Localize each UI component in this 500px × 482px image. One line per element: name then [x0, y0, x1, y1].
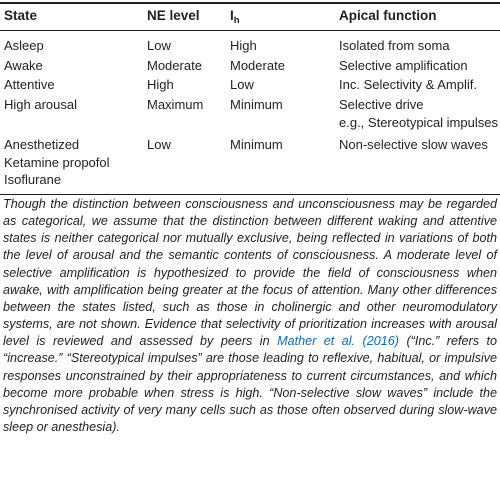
cell-state: Asleep: [4, 38, 44, 53]
cell-ih: Minimum: [230, 97, 283, 112]
header-apical-function: Apical function: [339, 8, 437, 23]
cell-ne-level: Moderate: [147, 58, 202, 73]
cell-ih: Moderate: [230, 58, 285, 73]
cell-ih: Low: [230, 77, 254, 92]
cell-apical-function: Isolated from soma: [339, 38, 450, 53]
cell-ne-level: High: [147, 77, 174, 92]
cell-ne-level: Low: [147, 38, 171, 53]
header-ne-level: NE level: [147, 8, 200, 23]
header-ih: [230, 8, 240, 24]
cell-state: High arousal: [4, 97, 77, 112]
citation-link[interactable]: Mather et al. (2016): [277, 334, 399, 349]
apical-function-line: e.g., Stereotypical impulses: [339, 114, 498, 130]
cell-apical-function: Selective amplification: [339, 58, 468, 73]
footnote-text: (“Inc.” refers to “increase.” “Stereotypical impulses” are those leading to reflexive, habitual, or impulsive responses unconstrained by their appropriateness to current circumstances, and which become more probable when stress is high. “Non-selective slow waves” include the synchronised activity of very many cells such as those often observed during slow-wave sleep or anesthesia).: [3, 334, 497, 435]
cell-apical-function: Inc. Selectivity & Amplif.: [339, 77, 477, 92]
state-line: Anesthetized: [4, 137, 80, 152]
cell-state: Awake: [4, 58, 43, 73]
cell-ne-level: Maximum: [147, 97, 204, 112]
cell-apical-function: [339, 96, 498, 131]
cell-state: [4, 136, 110, 189]
cell-state: Attentive: [4, 77, 55, 92]
cell-ne-level: Low: [147, 137, 171, 152]
cell-ih: High: [230, 38, 257, 53]
cell-ih: Minimum: [230, 137, 283, 152]
table-footnote: [3, 196, 497, 436]
apical-function-line: Selective drive: [339, 97, 424, 112]
table-top-rule: [0, 2, 500, 4]
header-state: State: [4, 8, 38, 23]
cell-apical-function: Non-selective slow waves: [339, 137, 488, 152]
footnote-text: Though the distinction between consciousness and unconsciousness may be regarded as categorical, we assume that the distinction between different waking and attentive states is neither categorical nor mutually exclusive, being reflected in variations of both the level of arousal and the semantic contents of consciousness. A moderate level of selective amplification is hypothesized to provide the field of consciousness when awake, with amplification being greater at the focus of attention. Many other differences between the states listed, such as those in cholinergic and other neuromodulatory systems, are not shown. Evidence that selectivity of prioritization increases with arousal level is reviewed and assessed by peers in: [3, 197, 497, 349]
table-header-rule: [0, 30, 500, 31]
table-bottom-rule: [0, 194, 500, 195]
header-ih-subscript: h: [233, 15, 240, 26]
header-ih-main: I: [230, 8, 234, 23]
state-line: Isoflurane: [4, 172, 62, 187]
state-line: Ketamine propofol: [4, 154, 110, 170]
